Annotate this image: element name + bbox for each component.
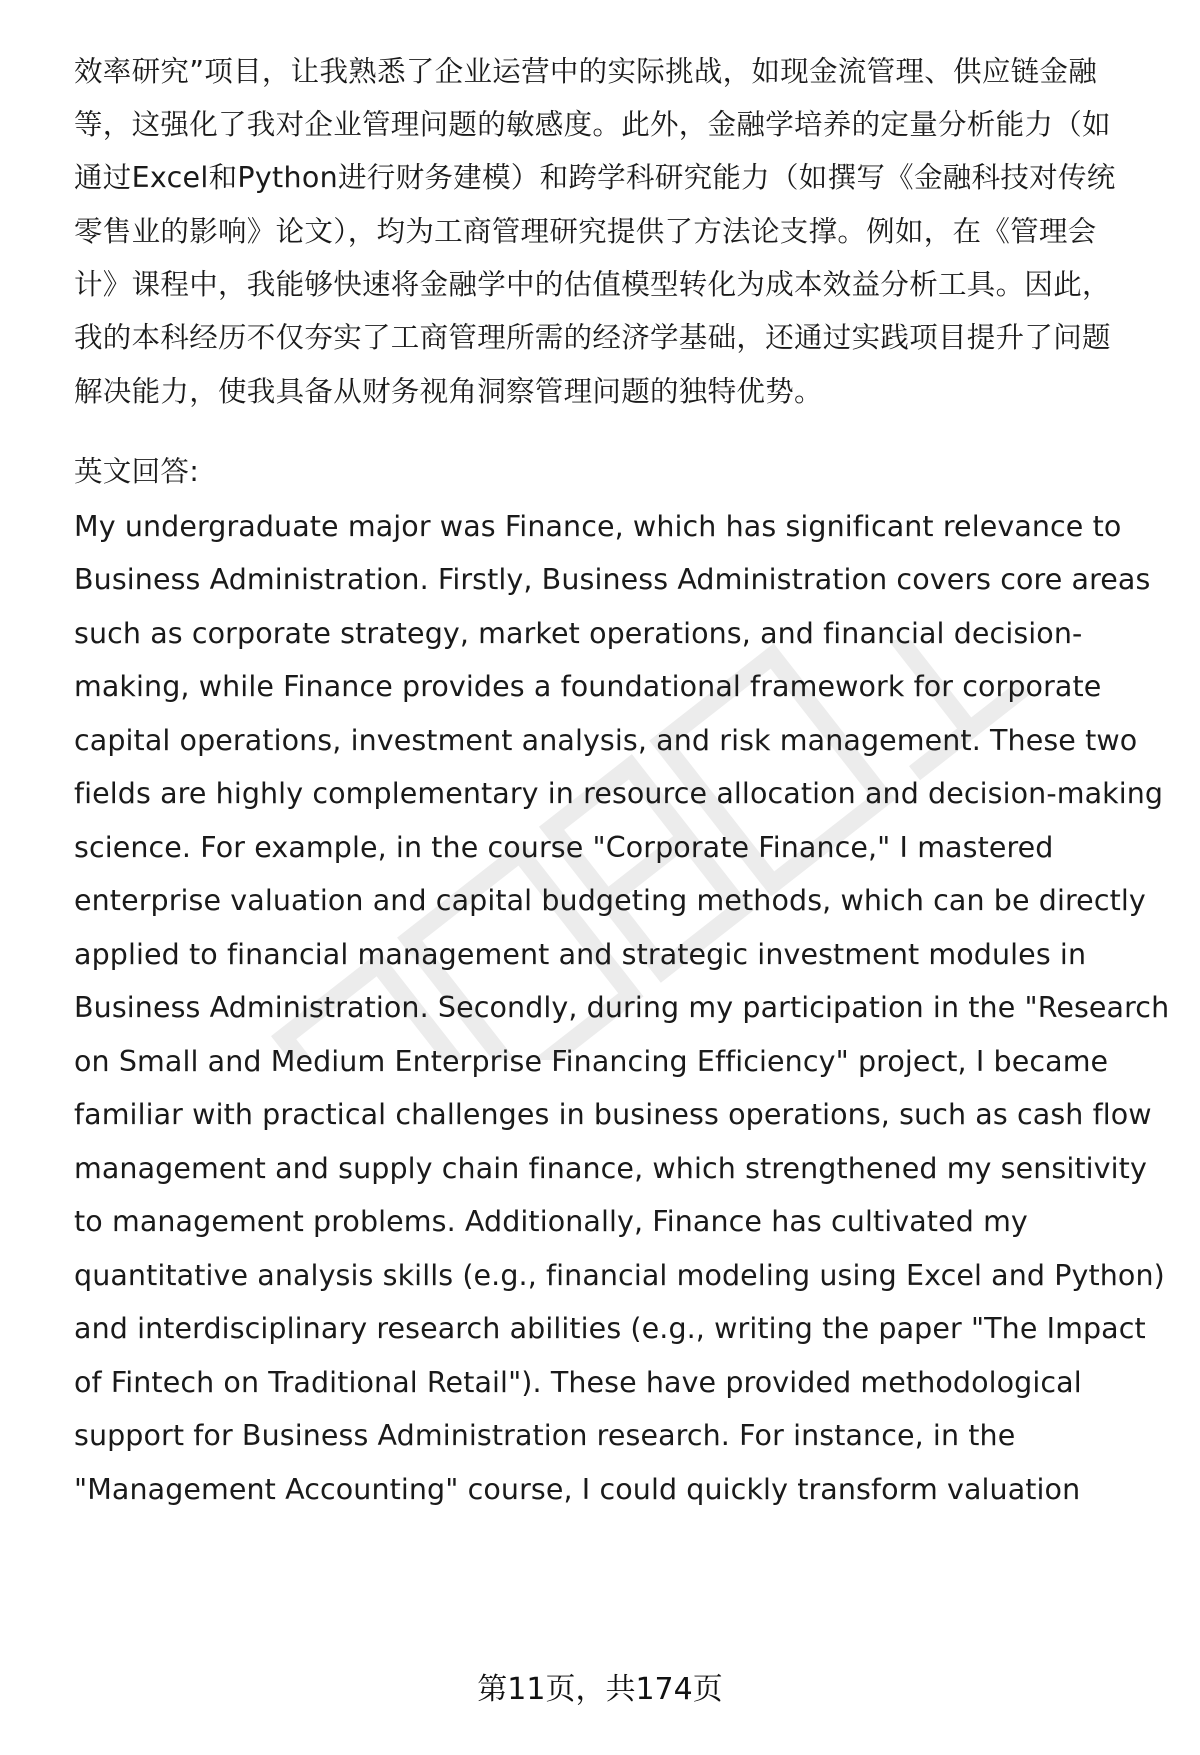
- en-paragraph-line: on Small and Medium Enterprise Financing Efficiency" project, I became: [74, 1045, 1109, 1078]
- en-paragraph-line: applied to financial management and strategic investment modules in: [74, 938, 1087, 971]
- en-paragraph-line: support for Business Administration research. For instance, in the: [74, 1419, 1016, 1452]
- en-paragraph-line: quantitative analysis skills (e.g., financial modeling using Excel and Python): [74, 1259, 1165, 1292]
- english-answer-heading: 英文回答:: [74, 455, 200, 488]
- en-paragraph-line: familiar with practical challenges in business operations, such as cash flow: [74, 1098, 1152, 1131]
- en-paragraph-line: My undergraduate major was Finance, which has significant relevance to: [74, 510, 1122, 543]
- cn-paragraph-line: 计》课程中，我能够快速将金融学中的估值模型转化为成本效益分析工具。因此，: [74, 268, 1111, 301]
- cn-paragraph-line: 解决能力，使我具备从财务视角洞察管理问题的独特优势。: [74, 375, 823, 408]
- en-paragraph-line: such as corporate strategy, market operations, and financial decision-: [74, 617, 1083, 650]
- en-paragraph-line: fields are highly complementary in resource allocation and decision-making: [74, 777, 1164, 810]
- cn-paragraph-line: 零售业的影响》论文），均为工商管理研究提供了方法论支撑。例如，在《管理会: [74, 215, 1097, 248]
- en-paragraph-line: science. For example, in the course "Corporate Finance," I mastered: [74, 831, 1054, 864]
- en-paragraph-line: and interdisciplinary research abilities (e.g., writing the paper "The Impact: [74, 1312, 1146, 1345]
- cn-paragraph-line: 等，这强化了我对企业管理问题的敏感度。此外，金融学培养的定量分析能力（如: [74, 108, 1111, 141]
- en-paragraph-line: capital operations, investment analysis, and risk management. These two: [74, 724, 1138, 757]
- en-paragraph-line: "Management Accounting" course, I could quickly transform valuation: [74, 1473, 1081, 1506]
- cn-paragraph-line: 效率研究”项目，让我熟悉了企业运营中的实际挑战，如现金流管理、供应链金融: [74, 55, 1098, 88]
- en-paragraph-line: Business Administration. Firstly, Business Administration covers core areas: [74, 563, 1151, 596]
- en-paragraph-line: management and supply chain finance, which strengthened my sensitivity: [74, 1152, 1147, 1185]
- en-paragraph-line: of Fintech on Traditional Retail"). These have provided methodological: [74, 1366, 1082, 1399]
- en-paragraph-line: enterprise valuation and capital budgeting methods, which can be directly: [74, 884, 1146, 917]
- cn-paragraph-line: 通过Excel和Python进行财务建模）和跨学科研究能力（如撰写《金融科技对传统: [74, 161, 1116, 194]
- en-paragraph-line: to management problems. Additionally, Finance has cultivated my: [74, 1205, 1028, 1238]
- page-number: 第11页，共174页: [477, 1672, 723, 1707]
- cn-paragraph-line: 我的本科经历不仅夯实了工商管理所需的经济学基础，还通过实践项目提升了问题: [74, 321, 1111, 354]
- en-paragraph-line: Business Administration. Secondly, during my participation in the "Research: [74, 991, 1170, 1024]
- en-paragraph-line: making, while Finance provides a foundational framework for corporate: [74, 670, 1102, 703]
